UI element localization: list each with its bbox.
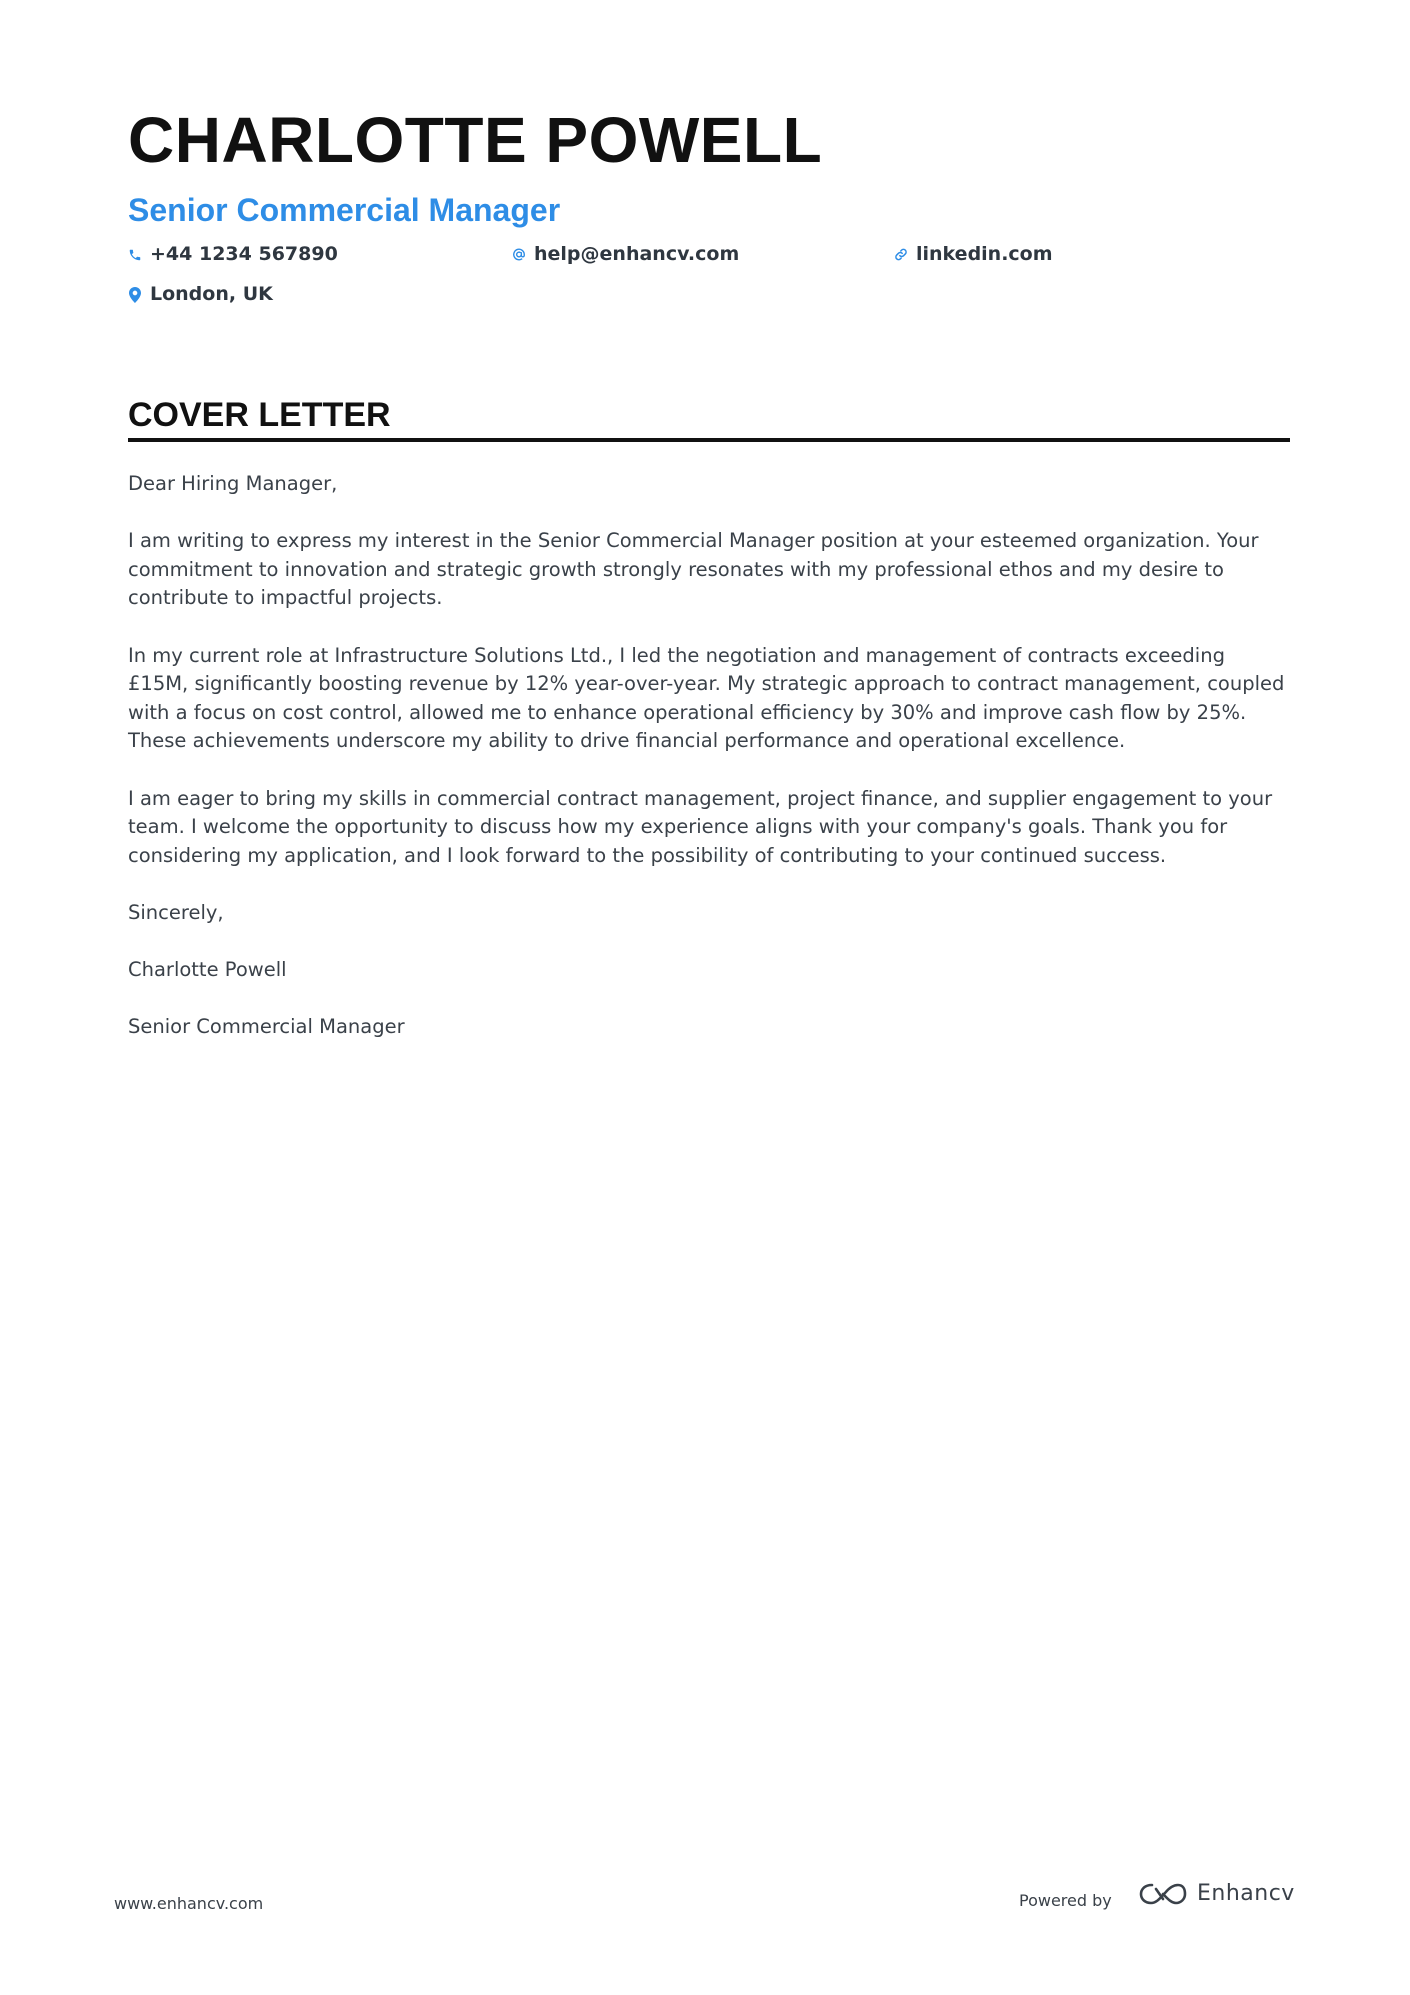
location-text: London, UK bbox=[150, 283, 273, 305]
section-divider bbox=[128, 438, 1290, 442]
contact-phone bbox=[128, 245, 338, 264]
section-title-cover-letter: COVER LETTER bbox=[128, 396, 391, 434]
location-pin-icon bbox=[128, 287, 142, 303]
at-icon bbox=[512, 247, 526, 263]
contact-location bbox=[128, 285, 273, 304]
signature-title: Senior Commercial Manager bbox=[128, 1015, 405, 1039]
letter-paragraph: I am writing to express my interest in the Senior Commercial Manager position at your esteemed organization. Your commitment to innovation and strategic growth strongly resonates with my professional ethos and my desire to contribute to impactful projects. bbox=[128, 529, 1259, 610]
link-icon bbox=[894, 247, 908, 263]
letter-body bbox=[128, 470, 1290, 1070]
signature-name: Charlotte Powell bbox=[128, 958, 287, 982]
contact-linkedin bbox=[894, 245, 1053, 264]
letter-paragraph: I am eager to bring my skills in commercial contract management, project finance, and supplier engagement to your team. I welcome the opportunity to discuss how my experience aligns with your company's goals. Thank you for considering my application, and I look forward to the possibility of contributing to your continued success. bbox=[128, 786, 1273, 867]
enhancv-logo-icon bbox=[1139, 1881, 1187, 1907]
letter-salutation: Dear Hiring Manager, bbox=[128, 472, 338, 495]
candidate-title: Senior Commercial Manager bbox=[128, 192, 561, 228]
phone-number[interactable]: +44 1234 567890 bbox=[150, 243, 338, 265]
brand-name: Enhancv bbox=[1197, 1881, 1295, 1906]
letter-closing: Sincerely, bbox=[128, 900, 224, 924]
phone-icon bbox=[128, 247, 142, 263]
powered-by-label: Powered by bbox=[1019, 1891, 1112, 1910]
email-address[interactable]: help@enhancv.com bbox=[534, 243, 740, 265]
candidate-name: CHARLOTTE POWELL bbox=[128, 104, 823, 176]
brand-logo[interactable] bbox=[1139, 1881, 1295, 1907]
contact-email bbox=[512, 245, 739, 264]
linkedin-url[interactable]: linkedin.com bbox=[916, 243, 1053, 265]
footer-url[interactable]: www.enhancv.com bbox=[114, 1894, 264, 1913]
letter-paragraph: In my current role at Infrastructure Solutions Ltd., I led the negotiation and management of contracts exceeding £15M, significantly boosting revenue by 12% year-over-year. My strategic approach to contract management, coupled with a focus on cost control, allowed me to enhance operational efficiency by 30% and improve cash flow by 25%. These achievements underscore my ability to drive financial performance and operational excellence. bbox=[128, 643, 1285, 753]
